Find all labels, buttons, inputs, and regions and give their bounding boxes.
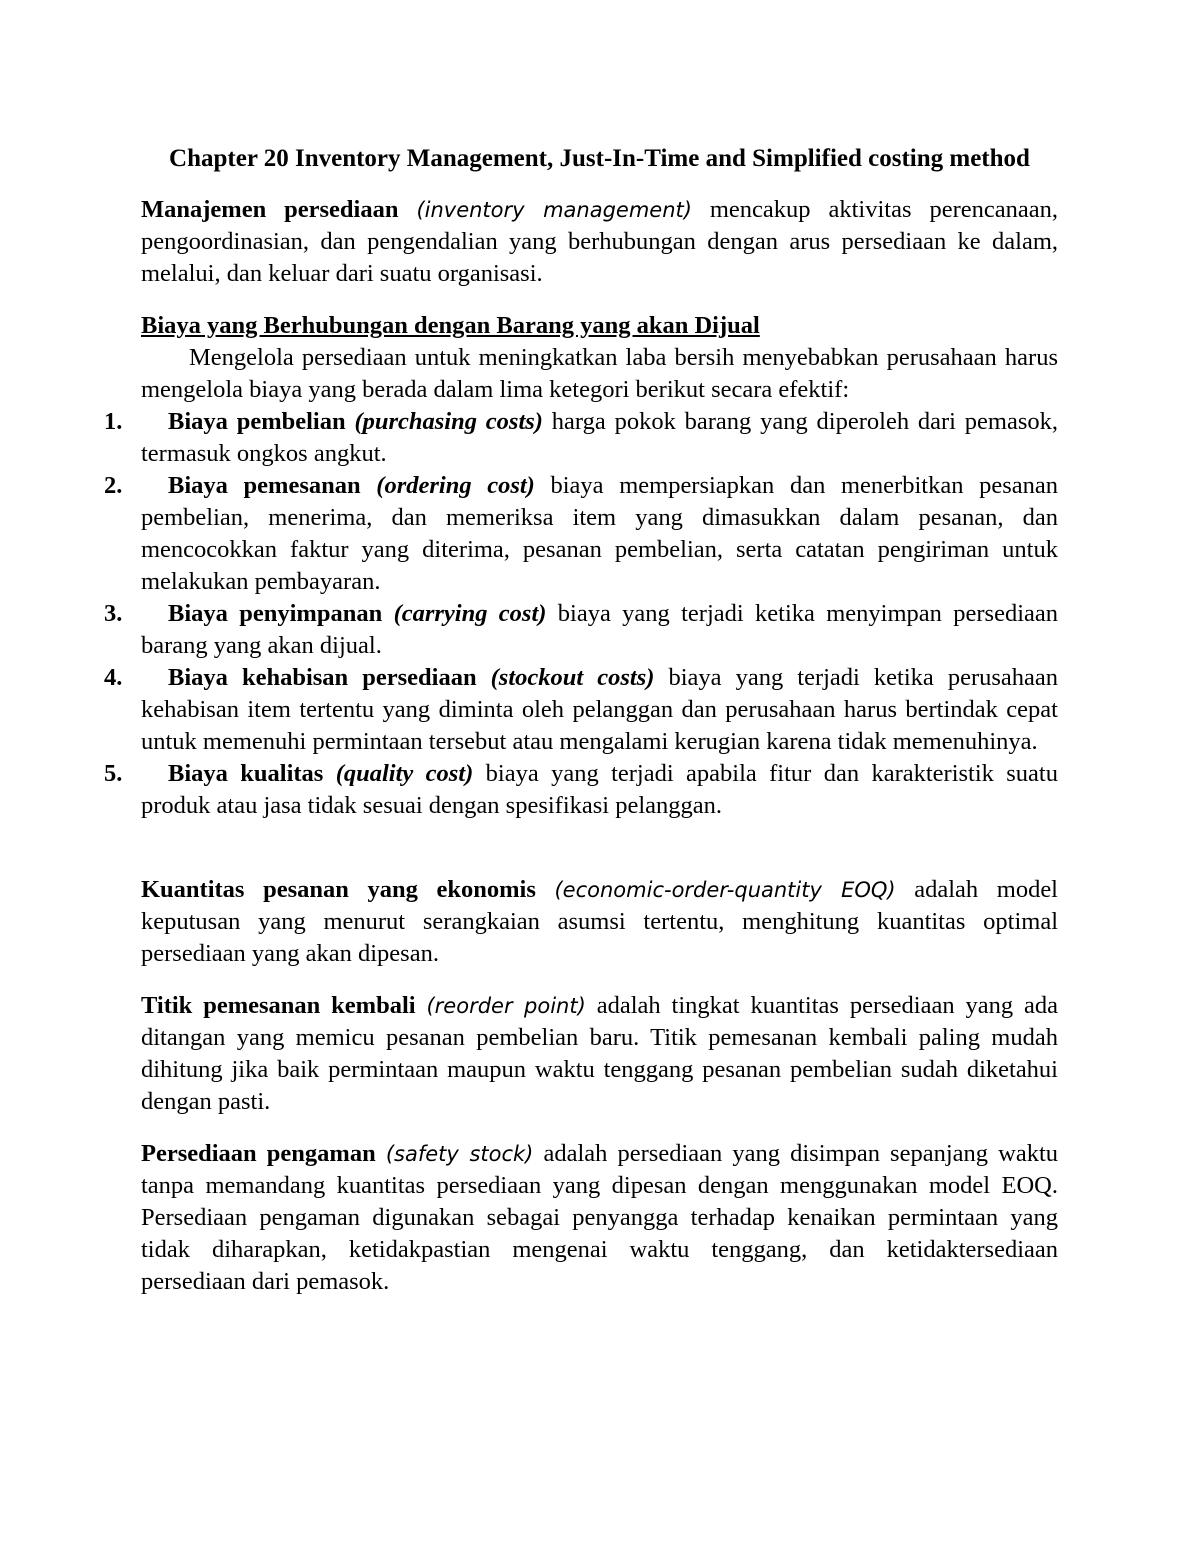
intro-english: (inventory management) <box>416 198 692 222</box>
list-item <box>104 470 1058 598</box>
list-item <box>104 406 1059 470</box>
cost-english: (quality cost) <box>335 760 474 787</box>
cost-english: (ordering cost) <box>376 472 535 499</box>
definition-term: Persediaan pengaman <box>141 1140 376 1167</box>
cost-list <box>104 406 1059 822</box>
list-number: 3. <box>104 600 123 627</box>
definition-term: Kuantitas pesanan yang ekonomis <box>141 876 536 903</box>
list-number: 1. <box>104 408 123 435</box>
definition-text: adalah model keputusan yang menurut serangkaian asumsi tertentu, menghitung kuantitas optimal persediaan yang akan dipesan. <box>141 876 1058 967</box>
definition-english: (economic-order-quantity EOQ) <box>554 878 896 902</box>
cost-term: Biaya pemesanan <box>168 472 361 499</box>
cost-term: Biaya pembelian <box>168 408 346 435</box>
cost-term: Biaya kehabisan persediaan <box>168 664 477 691</box>
list-number: 5. <box>104 760 123 787</box>
document-title: Chapter 20 Inventory Management, Just-In-Time and Simplified costing method <box>169 145 1030 172</box>
cost-text: biaya yang terjadi apabila fitur dan karakteristik suatu produk atau jasa tidak sesuai dengan spesifikasi pelanggan. <box>141 760 1058 819</box>
list-item <box>104 662 1059 758</box>
intro-term: Manajemen persediaan <box>141 196 399 223</box>
definition-english: (safety stock) <box>385 1142 534 1166</box>
intro-paragraph <box>141 194 1058 290</box>
cost-term: Biaya penyimpanan <box>168 600 383 627</box>
cost-english: (purchasing costs) <box>354 408 543 435</box>
definition-safety-stock <box>141 1138 1058 1298</box>
definition-text: adalah tingkat kuantitas persediaan yang ada ditangan yang memicu pesanan pembelian baru. Titik pemesanan kembali paling mudah dihitung jika baik permintaan maupun waktu tenggang pesanan pembelian sudah diketahui dengan pasti. <box>141 992 1058 1115</box>
cost-text: harga pokok barang yang diperoleh dari pemasok, termasuk ongkos angkut. <box>141 408 1059 467</box>
definition-english: (reorder point) <box>426 994 586 1018</box>
cost-text: biaya yang terjadi ketika perusahaan kehabisan item tertentu yang diminta oleh pelanggan dan perusahaan harus bertindak cepat untuk memenuhi permintaan tersebut atau mengalami kerugian karena tidak memenuhinya. <box>141 664 1059 755</box>
list-number: 4. <box>104 664 123 691</box>
definition-term: Titik pemesanan kembali <box>141 992 416 1019</box>
cost-text: biaya yang terjadi ketika menyimpan persediaan barang yang akan dijual. <box>141 600 1058 659</box>
definition-eoq <box>141 874 1058 970</box>
cost-english: (carrying cost) <box>393 600 547 627</box>
intro-text: mencakup aktivitas perencanaan, pengoordinasian, dan pengendalian yang berhubungan dengan arus persediaan ke dalam, melalui, dan keluar dari suatu organisasi. <box>141 196 1058 287</box>
section-lead: Mengelola persediaan untuk meningkatkan laba bersih menyebabkan perusahaan harus mengelola biaya yang berada dalam lima ketegori berikut secara efektif: <box>141 344 1058 403</box>
cost-english: (stockout costs) <box>490 664 655 691</box>
definition-reorder-point <box>141 990 1058 1118</box>
list-item <box>104 758 1058 822</box>
cost-text: biaya mempersiapkan dan menerbitkan pesanan pembelian, menerima, dan memeriksa item yang dimasukkan dalam pesanan, dan mencocokkan faktur yang diterima, pesanan pembelian, serta catatan pengiriman untuk melakukan pembayaran. <box>141 472 1058 595</box>
list-number: 2. <box>104 472 123 499</box>
definition-text: adalah persediaan yang disimpan sepanjang waktu tanpa memandang kuantitas persediaan yang dipesan dengan menggunakan model EOQ. Persediaan pengaman digunakan sebagai penyangga terhadap kenaikan permintaan yang tidak diharapkan, ketidakpastian mengenai waktu tenggang, dan ketidaktersediaan persediaan dari pemasok. <box>141 1140 1058 1295</box>
document-page <box>104 142 1059 1318</box>
cost-term: Biaya kualitas <box>168 760 324 787</box>
list-item <box>104 598 1058 662</box>
section-heading: Biaya yang Berhubungan dengan Barang yang akan Dijual <box>141 312 760 339</box>
